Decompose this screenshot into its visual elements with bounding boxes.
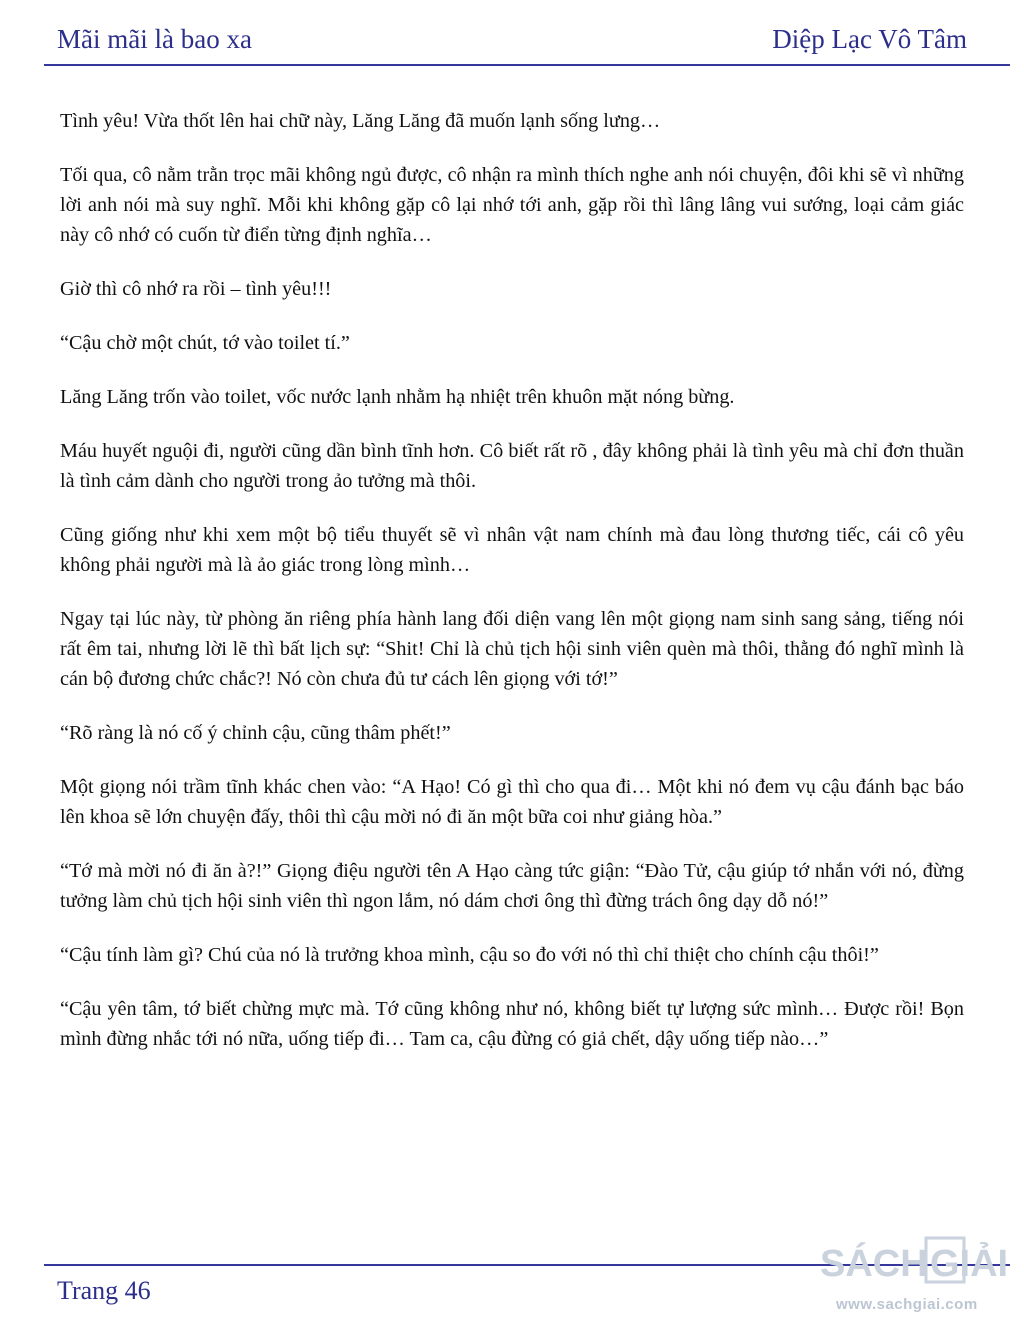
page-body (60, 106, 964, 1078)
paragraph: Tình yêu! Vừa thốt lên hai chữ này, Lăng Lăng đã muốn lạnh sống lưng… (60, 110, 661, 132)
sachgiai-watermark (816, 1224, 1024, 1320)
paragraph: “Rõ ràng là nó cố ý chỉnh cậu, cũng thâm phết!” (60, 722, 451, 744)
paragraph: Giờ thì cô nhớ ra rồi – tình yêu!!! (60, 278, 332, 300)
paragraph: Một giọng nói trầm tĩnh khác chen vào: “A Hạo! Có gì thì cho qua đi… Một khi nó đem vụ cậu đánh bạc báo lên khoa sẽ lớn chuyện đấy, thôi thì cậu mời nó đi ăn một bữa coi như giảng hòa.” (60, 776, 964, 828)
logo-text-sach: SÁCH (820, 1243, 928, 1285)
book-title: Mãi mãi là bao xa (57, 24, 252, 54)
paragraph: “Cậu chờ một chút, tớ vào toilet tí.” (60, 332, 350, 354)
paragraph: Lăng Lăng trốn vào toilet, vốc nước lạnh nhằm hạ nhiệt trên khuôn mặt nóng bừng. (60, 386, 735, 408)
page-number: Trang 46 (57, 1276, 151, 1305)
paragraph: Cũng giống như khi xem một bộ tiểu thuyết sẽ vì nhân vật nam chính mà đau lòng thương tiếc, cái cô yêu không phải người mà là ảo giác trong lòng mình… (60, 524, 964, 576)
paragraph: “Cậu tính làm gì? Chú của nó là trưởng khoa mình, cậu so đo với nó thì chỉ thiệt cho chính cậu thôi!” (60, 944, 879, 966)
sachgiai-logo (820, 1236, 1024, 1286)
book-author: Diệp Lạc Vô Tâm (772, 24, 967, 54)
watermark-url: www.sachgiai.com (836, 1296, 978, 1313)
paragraph: “Cậu yên tâm, tớ biết chừng mực mà. Tớ cũng không như nó, không biết tự lượng sức mình… Được rồi! Bọn mình đừng nhắc tới nó nữa, uống tiếp đi… Tam ca, cậu đừng có giả chết, dậy uống tiếp nào…” (60, 998, 964, 1050)
paragraph: Máu huyết nguội đi, người cũng dần bình tĩnh hơn. Cô biết rất rõ , đây không phải là tình yêu mà chỉ đơn thuần là tình cảm dành cho người trong ảo tưởng mà thôi. (60, 440, 964, 492)
paragraph: Tối qua, cô nằm trằn trọc mãi không ngủ được, cô nhận ra mình thích nghe anh nói chuyện, đôi khi sẽ vì những lời anh nói mà suy nghĩ. Mỗi khi không gặp cô lại nhớ tới anh, gặp rồi thì lâng lâng vui sướng, loại cảm giác này cô nhớ có cuốn từ điển từng định nghĩa… (60, 164, 964, 246)
paragraph: Ngay tại lúc này, từ phòng ăn riêng phía hành lang đối diện vang lên một giọng nam sinh sang sảng, tiếng nói rất êm tai, nhưng lời lẽ thì bất lịch sự: “Shit! Chỉ là chủ tịch hội sinh viên quèn mà thôi, thằng đó nghĩ mình là cán bộ đương chức chắc?! Nó còn chưa đủ tư cách lên giọng với tớ!” (60, 608, 964, 690)
paragraph: “Tớ mà mời nó đi ăn à?!” Giọng điệu người tên A Hạo càng tức giận: “Đào Tử, cậu giúp tớ nhắn với nó, đừng tưởng làm chủ tịch hội sinh viên thì ngon lắm, nó dám chơi ông thì đừng trách ông dạy dỗ nó!” (60, 860, 964, 912)
logo-text-giai: GIẢI (930, 1243, 1009, 1285)
page-header (0, 0, 1024, 66)
header-divider (44, 64, 1010, 66)
